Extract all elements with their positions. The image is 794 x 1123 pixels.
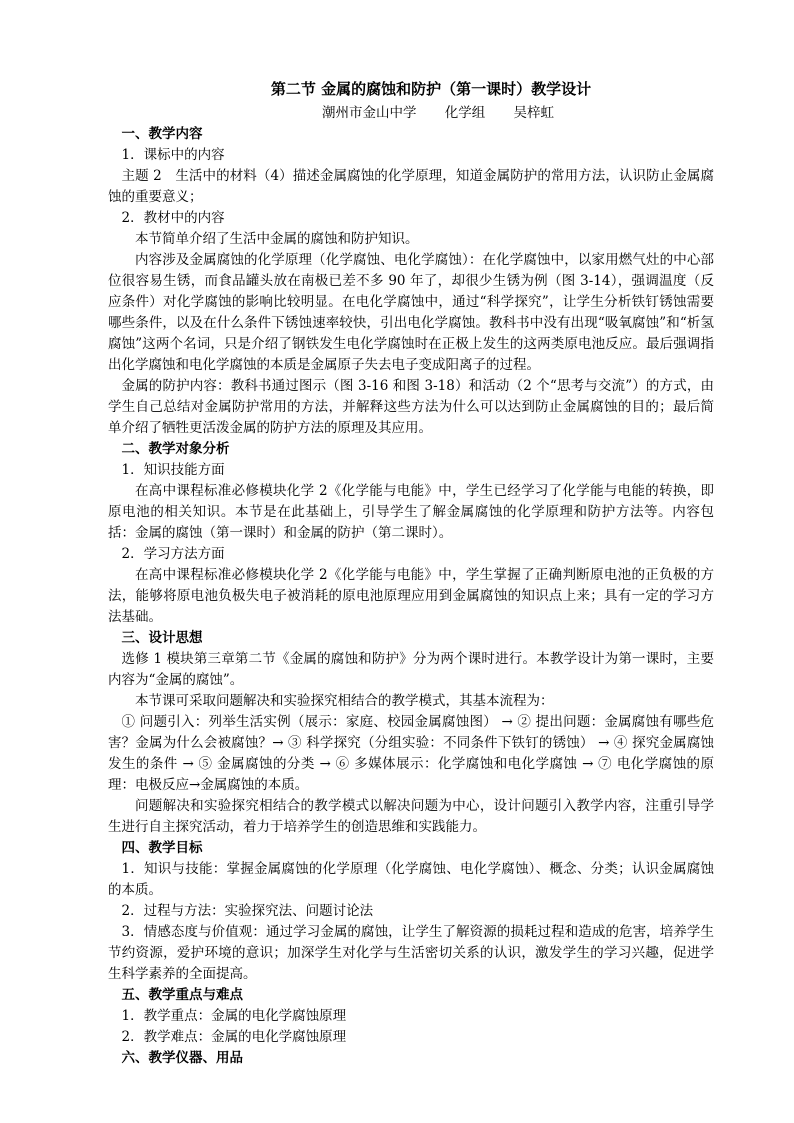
section-heading: 五、教学重点与难点 [121,987,243,1003]
section-heading: 四、教学目标 [121,840,203,856]
paragraph: ① 问题引入：列举生活实例（展示：家庭、校园金属腐蚀图） → ② 提出问题：金属腐蚀有哪些危害？金属为什么会被腐蚀？→ ③ 科学探究（分组实验：不同条件下铁钉的锈蚀） → ④ 探究金属腐蚀发生的条件 → ⑤ 金属腐蚀的分类 → ⑥ 多媒体展示：化学腐蚀和电化学腐蚀 → ⑦ 电化学腐蚀的原理：电极反应→金属腐蚀的本质。 [108,714,714,793]
section-6 [108,1048,714,1069]
paragraph: 内容涉及金属腐蚀的化学原理（化学腐蚀、电化学腐蚀）：在化学腐蚀中，以家用燃气灶的中心部位很容易生锈，而食品罐头放在南极已差不多 90 年了，却很少生锈为例（图 3-14），强调温度（反应条件）对化学腐蚀的影响比较明显。在电化学腐蚀中，通过“科学探究”，让学生分析铁钉锈蚀需要哪些条件，以及在什么条件下锈蚀速率较快，引出电化学腐蚀。教科书中没有出现“吸氧腐蚀”和“析氢腐蚀”这两个名词，只是介绍了钢铁发生电化学腐蚀时在正极上发生的这两类原电池反应。最后强调指出化学腐蚀和电化学腐蚀的本质是金属原子失去电子变成阳离子的过程。 [108,252,714,373]
paragraph: 2．教学难点：金属的电化学腐蚀原理 [121,1029,347,1045]
paragraph: 主题 2 生活中的材料（4）描述金属腐蚀的化学原理，知道金属防护的常用方法，认识防止金属腐蚀的重要意义； [108,168,714,205]
document-page [108,76,714,1069]
paragraph: 2．过程与方法：实验探究法、问题讨论法 [121,903,374,919]
section-1 [108,124,714,439]
paragraph: 1．课标中的内容 [121,147,225,163]
paragraph: 在高中课程标准必修模块化学 2《化学能与电能》中，学生掌握了正确判断原电池的正负极的方法，能够将原电池负极失电子被消耗的原电池原理应用到金属腐蚀的知识点上来；具有一定的学习方法基础。 [108,567,714,625]
paragraph: 问题解决和实验探究相结合的教学模式以解决问题为中心，设计问题引入教学内容，注重引导学生进行自主探究活动，着力于培养学生的创造思维和实践能力。 [108,798,714,835]
paragraph: 3．情感态度与价值观：通过学习金属的腐蚀，让学生了解资源的损耗过程和造成的危害，培养学生节约资源，爱护环境的意识；加深学生对化学与生活密切关系的认识，激发学生的学习兴趣，促进学生科学素养的全面提高。 [108,924,714,982]
paragraph: 1．教学重点：金属的电化学腐蚀原理 [121,1008,347,1024]
paragraph: 本节简单介绍了生活中金属的腐蚀和防护知识。 [135,231,419,247]
author-group: 化学组 [444,105,486,121]
section-2 [108,439,714,628]
paragraph: 2．教材中的内容 [121,210,225,226]
paragraph: 金属的防护内容：教科书通过图示（图 3-16 和图 3-18）和活动（2 个“思考与交流”）的方式，由学生自己总结对金属防护常用的方法，并解释这些方法为什么可以达到防止金属腐蚀的目的；最后简单介绍了牺牲更活泼金属的防护方法的原理及其应用。 [108,378,714,436]
author-line [162,102,714,124]
document-title: 第二节 金属的腐蚀和防护（第一课时）教学设计 [270,80,592,98]
section-heading: 二、教学对象分析 [121,441,230,457]
paragraph: 选修 1 模块第三章第二节《金属的腐蚀和防护》分为两个课时进行。本教学设计为第一课时，主要内容为“金属的腐蚀”。 [108,651,714,688]
section-3 [108,628,714,838]
section-5 [108,985,714,1048]
author-school: 潮州市金山中学 [321,105,417,121]
paragraph: 1．知识与技能：掌握金属腐蚀的化学原理（化学腐蚀、电化学腐蚀）、概念、分类；认识金属腐蚀的本质。 [108,861,714,898]
paragraph: 本节课可采取问题解决和实验探究相结合的教学模式，其基本流程为： [135,693,554,709]
paragraph: 1．知识技能方面 [121,462,225,478]
section-heading: 六、教学仪器、用品 [121,1050,243,1066]
paragraph: 2．学习方法方面 [121,546,225,562]
section-heading: 一、教学内容 [121,126,203,142]
paragraph: 在高中课程标准必修模块化学 2《化学能与电能》中，学生已经学习了化学能与电能的转换，即原电池的相关知识。本节是在此基础上，引导学生了解金属腐蚀的化学原理和防护方法等。内容包括：金属的腐蚀（第一课时）和金属的防护（第二课时）。 [108,483,714,541]
section-4 [108,838,714,985]
author-name: 吴梓虹 [513,105,555,121]
section-heading: 三、设计思想 [121,630,203,646]
